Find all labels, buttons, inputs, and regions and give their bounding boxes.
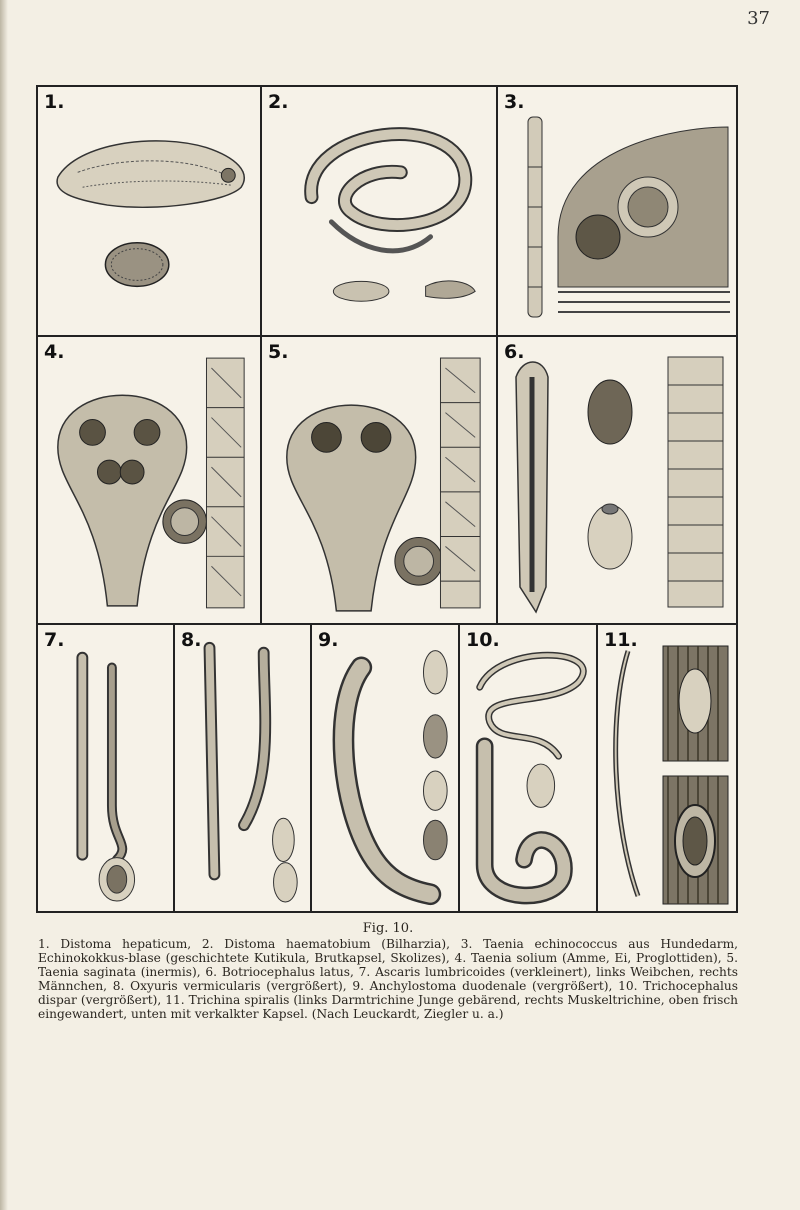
trichocephalus-dispar-illustration xyxy=(460,625,596,911)
taenia-saginata-illustration xyxy=(262,337,496,623)
panel-9-anchylostoma-duodenale xyxy=(312,625,460,911)
taenia-echinococcus-illustration xyxy=(498,87,736,335)
distoma-hepaticum-illustration xyxy=(38,87,260,335)
plate-row-3 xyxy=(38,625,736,911)
panel-number: 10. xyxy=(466,629,500,651)
panel-number: 8. xyxy=(181,629,202,651)
plate-row-2 xyxy=(38,337,736,625)
panel-7-ascaris-lumbricoides xyxy=(38,625,175,911)
panel-number: 7. xyxy=(44,629,65,651)
anchylostoma-duodenale-illustration xyxy=(312,625,458,911)
trichina-spiralis-illustration xyxy=(598,625,736,911)
panel-1-distoma-hepaticum xyxy=(38,87,262,335)
panel-number: 11. xyxy=(604,629,638,651)
page-binding-edge xyxy=(0,0,8,1210)
panel-5-taenia-saginata xyxy=(262,337,498,623)
figure-caption xyxy=(38,922,738,1021)
panel-2-distoma-haematobium xyxy=(262,87,498,335)
panel-6-botriocephalus-latus xyxy=(498,337,736,623)
botriocephalus-latus-illustration xyxy=(498,337,736,623)
plate-row-1 xyxy=(38,87,736,337)
panel-number: 2. xyxy=(268,91,289,113)
panel-3-taenia-echinococcus xyxy=(498,87,736,335)
taenia-solium-illustration xyxy=(38,337,260,623)
panel-number: 1. xyxy=(44,91,65,113)
panel-number: 4. xyxy=(44,341,65,363)
panel-8-oxyuris-vermicularis xyxy=(175,625,312,911)
distoma-haematobium-illustration xyxy=(262,87,496,335)
page-number: 37 xyxy=(747,8,770,29)
panel-number: 9. xyxy=(318,629,339,651)
figure-caption-text: 1. Distoma hepaticum, 2. Distoma haematobium (Bilharzia), 3. Taenia echinococcus aus Hundedarm, Echinokokkus-blase (geschichtete Kutikula, Brutkapsel, Skolizes), 4. Taenia solium (Amme, Ei, Proglottiden), 5. Taenia saginata (inermis), 6. Botriocephalus latus, 7. Ascaris lumbricoides (verkleinert), links Weibchen, rechts Männchen, 8. Oxyuris vermicularis (vergrößert), 9. Anchylostoma duodenale (vergrößert), 10. Trichocephalus dispar (vergrößert), 11. Trichina spiralis (links Darmtrichine Junge gebärend, rechts Muskeltrichine, oben frisch eingewandert, unten mit verkalkter Kapsel. (Nach Leuckardt, Ziegler u. a.) xyxy=(38,937,738,1021)
figure-label: Fig. 10. xyxy=(362,921,414,936)
ascaris-lumbricoides-illustration xyxy=(38,625,173,911)
panel-number: 5. xyxy=(268,341,289,363)
panel-4-taenia-solium xyxy=(38,337,262,623)
panel-number: 6. xyxy=(504,341,525,363)
figure-plate xyxy=(36,85,738,913)
panel-10-trichocephalus-dispar xyxy=(460,625,598,911)
panel-number: 3. xyxy=(504,91,525,113)
panel-11-trichina-spiralis xyxy=(598,625,736,911)
oxyuris-vermicularis-illustration xyxy=(175,625,310,911)
